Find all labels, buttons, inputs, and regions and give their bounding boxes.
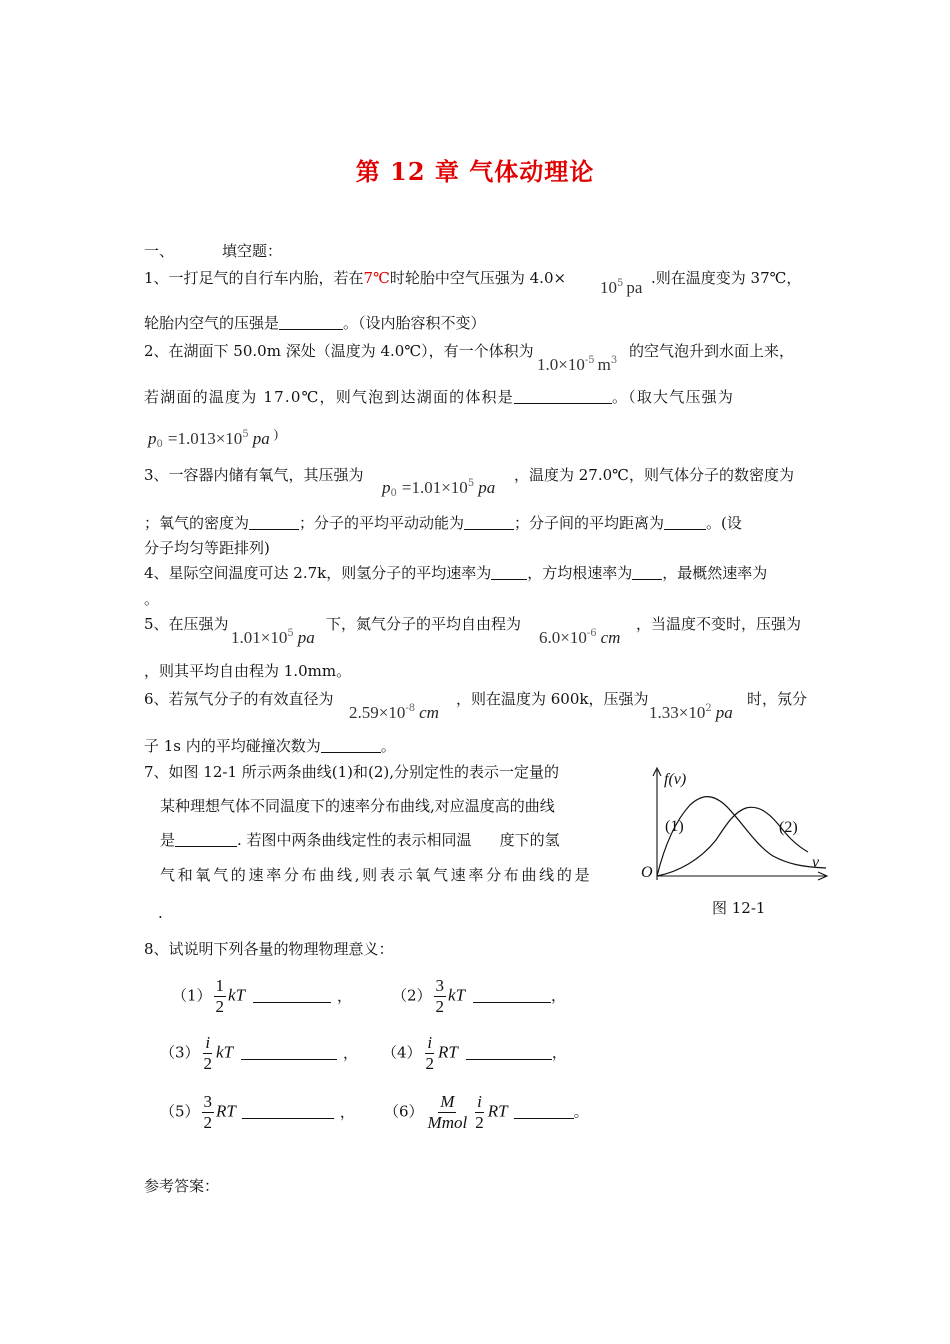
curve-2-label: (2) — [779, 819, 798, 836]
q8-item-2: （2） $\frac{3}{2}$ kT ， — [392, 976, 567, 1016]
answer-blank[interactable] — [664, 514, 706, 530]
chapter-title: 第 12 章 气体动理论 — [355, 157, 595, 186]
figure-caption: 图 12-1 — [712, 899, 766, 917]
x-axis-label: v — [812, 854, 820, 871]
answer-blank[interactable] — [514, 1103, 574, 1119]
question-1-line-2: 轮胎内空气的压强是 。（设内胎容积不变） — [144, 314, 486, 332]
curve-1-label: (1) — [665, 818, 684, 835]
answer-blank[interactable] — [241, 1044, 337, 1060]
question-4-line-1: 4、星际空间温度可达 2.7k，则氢分子的平均速率为 ，方均根速率为 ，最概然速率为 — [144, 564, 768, 582]
question-8-heading: 8、试说明下列各量的物理物理意义： — [144, 940, 394, 958]
question-7-line-4: 气和氧气的速率分布曲线,则表示氧气速率分布曲线的是 — [160, 866, 593, 884]
q6-pressure-expression: $1.33\times 10^2$ pa — [649, 703, 733, 722]
q8-item-5: （5） $\frac{3}{2}$ RT ， — [160, 1092, 355, 1132]
answer-blank[interactable] — [175, 831, 237, 847]
question-7-line-1: 7、如图 12-1 所示两条曲线(1)和(2),分别定性的表示一定量的 — [144, 763, 560, 781]
q8-item-6: （6） $\frac{M}{\text{Mmol}}$ $\frac{i}{2}$ RT 。 — [384, 1092, 589, 1132]
answer-blank[interactable] — [242, 1103, 334, 1119]
answer-blank[interactable] — [491, 564, 527, 580]
q5-pressure-expression: $1.01\times 10^5$ pa — [231, 628, 315, 647]
question-2-line-2: 若湖面的温度为 17.0℃，则气泡到达湖面的体积是 。（取大气压强为 — [144, 388, 735, 406]
section-heading — [144, 241, 282, 261]
answer-blank[interactable] — [466, 1044, 552, 1060]
q8-item-4: （4） $\frac{i}{2}$ RT ， — [382, 1033, 567, 1073]
section-number: 一、 — [144, 242, 175, 260]
document-page: 第 12 章 气体动理论 一、 填空题： 1、一打足气的自行车内胎，若在7℃时轮胎中空气压强为 4.0× $10^5$ pa .则在温度变为 37℃， 轮胎内空气的压强是 。（设内胎容积不变） 2、在湖面下 50.0m 深处（温度为 4.0℃），有一个体积为 $1.0\times 10^{-5}$ $m^3$ 的空气泡升到水面上来， 若湖面的温度为 17.0℃，则气泡到达湖面的体积是 。（取大气压强为 $p_0 =1.013\times 10^5$ pa ) 3、一容器内储有氧气，其压强为 $p_0 =1.01\times 10^5$ pa ，温度为 27.0℃，则气体分子的数密度为 ；氧气的密度为 ；分子的平均平动动能为 ；分子间的平均距离为 。(设 分子均匀等距排列) 4、星际空间温度可达 2.7k，则氢分子的平均速率为 ，方均根速率为 ，最概然速率为 。 5、在压强为 $1.01\times 10^5$ pa 下，氮气分子的平均自由程为 $6.0\times 10^{-6}$ cm ，当温度不变时，压强为 ，则其平均自由程为 1.0mm。 6、若氖气分子的有效直径为 $2.59\times 10^{-8}$ cm ，则在温度为 600k，压强为 $1.33\times 10^2$ pa 时，氖分 子 1s 内的平均碰撞次数为 。 7、如图 12-1 所示两条曲线(1)和(2),分别定性的表示一定量的 某种理想气体不同温度下的速率分布曲线,对应温度高的曲线 是 . 若图中两条曲线定性的表示相同温 度下的氢 气和氧气的速率分布曲线,则表示氧气速率分布曲线的是 . f(v) v O (1) (2) 图 12-1 8、试说明下列各量的物理物理意义： （1） $\frac{1}{2}$ kT ， （2） $\frac{3}{2}$ kT ， （3） $\frac{i}{2}$ kT ， （4） $\frac{i}{2}$ RT ， （5） $\frac{3}{2}$ RT ， （6） $\frac{M}{\text{Mmol}}$ $\frac{i}{2}$ RT 。 参考答案： — [0, 0, 950, 1344]
question-7-line-3: 是 . 若图中两条曲线定性的表示相同温 度下的氢 — [160, 831, 560, 849]
question-2-line-1: 2、在湖面下 50.0m 深处（温度为 4.0℃），有一个体积为 — [144, 342, 534, 360]
q6-diameter-expression: $2.59\times 10^{-8}$ cm — [349, 703, 439, 722]
question-6-line-1: 6、若氖气分子的有效直径为 — [144, 690, 334, 708]
q2-atmospheric-pressure: $p_0 =1.013\times 10^5$ pa ) — [148, 426, 279, 450]
question-5-line-2: ，则其平均自由程为 1.0mm。 — [144, 662, 352, 680]
speed-distribution-figure — [630, 760, 840, 890]
origin-label: O — [641, 864, 653, 881]
answer-blank[interactable] — [473, 987, 551, 1003]
answer-blank[interactable] — [464, 514, 514, 530]
q5-mean-free-path-expression: $6.0\times 10^{-6}$ cm — [539, 628, 621, 647]
question-3-line-2: ；氧气的密度为 ；分子的平均平动动能为 ；分子间的平均距离为 。(设 — [144, 514, 742, 532]
question-5-line-1: 5、在压强为 — [144, 615, 229, 633]
y-axis-label: f(v) — [664, 771, 687, 788]
question-4-line-2: 。 — [144, 590, 160, 608]
reference-answers-label: 参考答案： — [144, 1177, 220, 1195]
question-1-line-1: 1、一打足气的自行车内胎，若在7℃时轮胎中空气压强为 4.0× — [144, 269, 567, 287]
answer-blank[interactable] — [249, 514, 299, 530]
question-7-line-5: . — [158, 904, 163, 922]
q2-volume-expression: $1.0\times 10^{-5}$ $m^3$ — [537, 355, 618, 374]
q8-item-1: （1） $\frac{1}{2}$ kT ， — [172, 976, 353, 1016]
highlighted-temperature: 7℃ — [363, 269, 390, 287]
question-3-line-3: 分子均匀等距排列) — [144, 539, 270, 557]
question-7-line-2: 某种理想气体不同温度下的速率分布曲线,对应温度高的曲线 — [160, 797, 555, 815]
answer-blank[interactable] — [514, 388, 612, 404]
answer-blank[interactable] — [321, 737, 381, 753]
q3-pressure-expression: $p_0 =1.01\times 10^5$ pa — [382, 478, 496, 499]
question-3-line-1: 3、一容器内储有氧气，其压强为 — [144, 466, 364, 484]
q8-item-3: （3） $\frac{i}{2}$ kT ， — [160, 1033, 359, 1073]
answer-blank[interactable] — [632, 564, 662, 580]
question-6-line-2: 子 1s 内的平均碰撞次数为 。 — [144, 737, 396, 755]
answer-blank[interactable] — [253, 987, 331, 1003]
curve-1 — [657, 797, 826, 876]
section-label: 填空题： — [222, 242, 283, 260]
q1-pressure-expression: $10^5$ pa — [600, 278, 643, 297]
answer-blank[interactable] — [279, 314, 343, 330]
